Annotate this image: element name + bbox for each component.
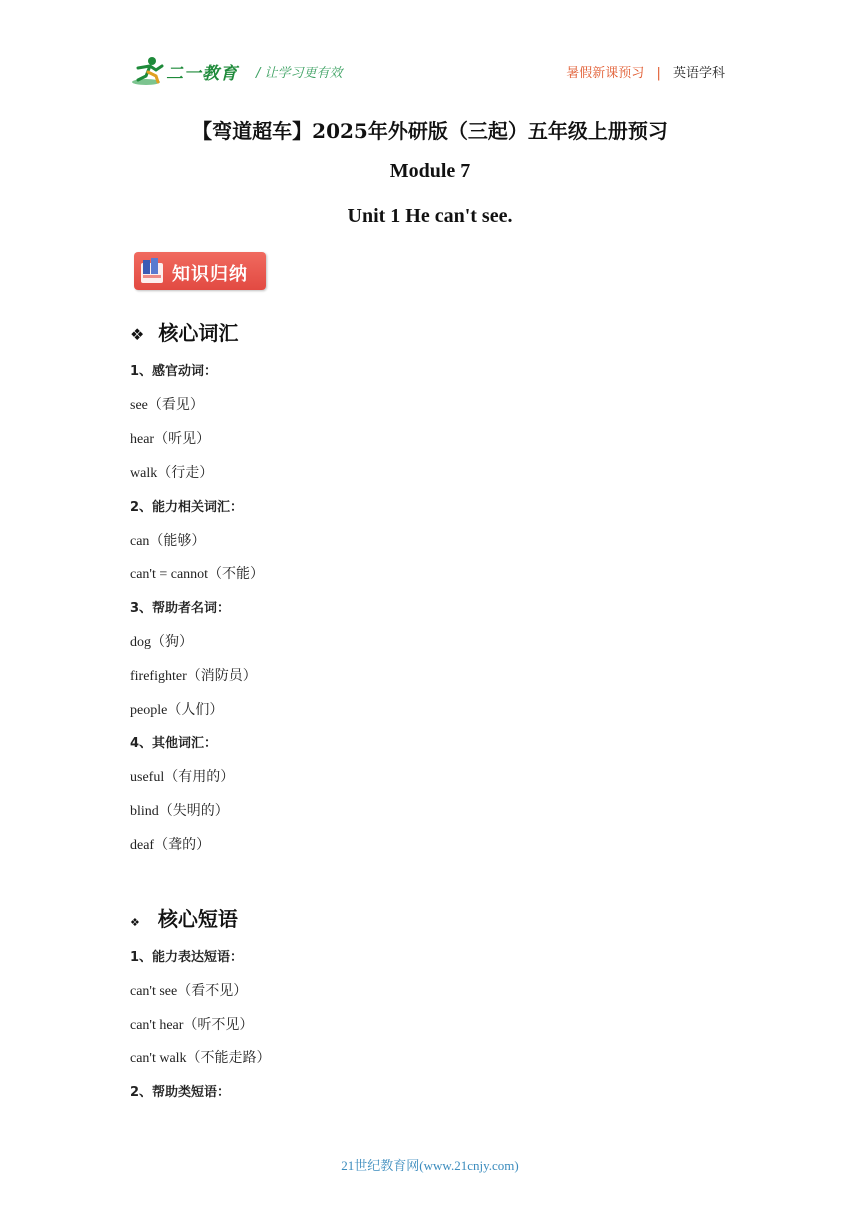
vocab-item: blind（失明的） — [130, 804, 229, 819]
vocab-item: hear（听见） — [130, 432, 211, 447]
vocab-item: can't = cannot（不能） — [130, 567, 265, 582]
category-heading: 2、帮助类短语： — [130, 1085, 231, 1100]
page-header — [130, 54, 725, 90]
logo-text: 二一教育 — [166, 64, 238, 84]
category-heading: 2、能力相关词汇： — [130, 500, 244, 515]
header-separator: | — [656, 66, 661, 81]
vocab-item: see（看见） — [130, 398, 204, 413]
vocab-item: firefighter（消防员） — [130, 669, 257, 684]
vocab-item: walk（行走） — [130, 466, 214, 481]
vocab-item: deaf（聋的） — [130, 838, 211, 853]
diamond-bullet-icon: ❖ — [130, 325, 145, 344]
vocab-item: people（人们） — [130, 703, 224, 718]
category-heading: 4、其他词汇： — [130, 736, 218, 751]
vocab-item: dog（狗） — [130, 635, 193, 650]
subject-label: 英语学科 — [672, 66, 725, 81]
vocab-item: useful（有用的） — [130, 770, 235, 785]
section-heading-vocabulary: ❖ 核心词汇 — [130, 321, 239, 345]
category-heading: 1、感官动词： — [130, 364, 218, 379]
document-title: 【弯道超车】2025年外研版（三起）五年级上册预习 — [192, 119, 668, 143]
phrase-item: can't walk（不能走路） — [130, 1051, 271, 1066]
book-icon — [139, 257, 165, 285]
course-label: 暑假新课预习 — [566, 66, 645, 81]
phrase-item: can't hear（听不见） — [130, 1018, 254, 1033]
slogan: / 让学习更有效 — [256, 66, 343, 81]
section-heading-phrases: ❖ 核心短语 — [130, 907, 238, 931]
page-footer: 21世纪教育网(www.21cnjy.com) — [341, 1158, 519, 1173]
header-right — [566, 62, 725, 81]
category-heading: 1、能力表达短语： — [130, 950, 244, 965]
badge-label: 知识归纳 — [172, 264, 248, 285]
phrase-item: can't see（看不见） — [130, 984, 248, 999]
module-title: Module 7 — [389, 160, 471, 182]
category-heading: 3、帮助者名词： — [130, 601, 231, 616]
unit-title: Unit 1 He can't see. — [347, 205, 513, 227]
knowledge-summary-badge — [134, 252, 266, 290]
diamond-bullet-icon: ❖ — [130, 916, 140, 929]
vocab-item: can（能够） — [130, 534, 206, 549]
